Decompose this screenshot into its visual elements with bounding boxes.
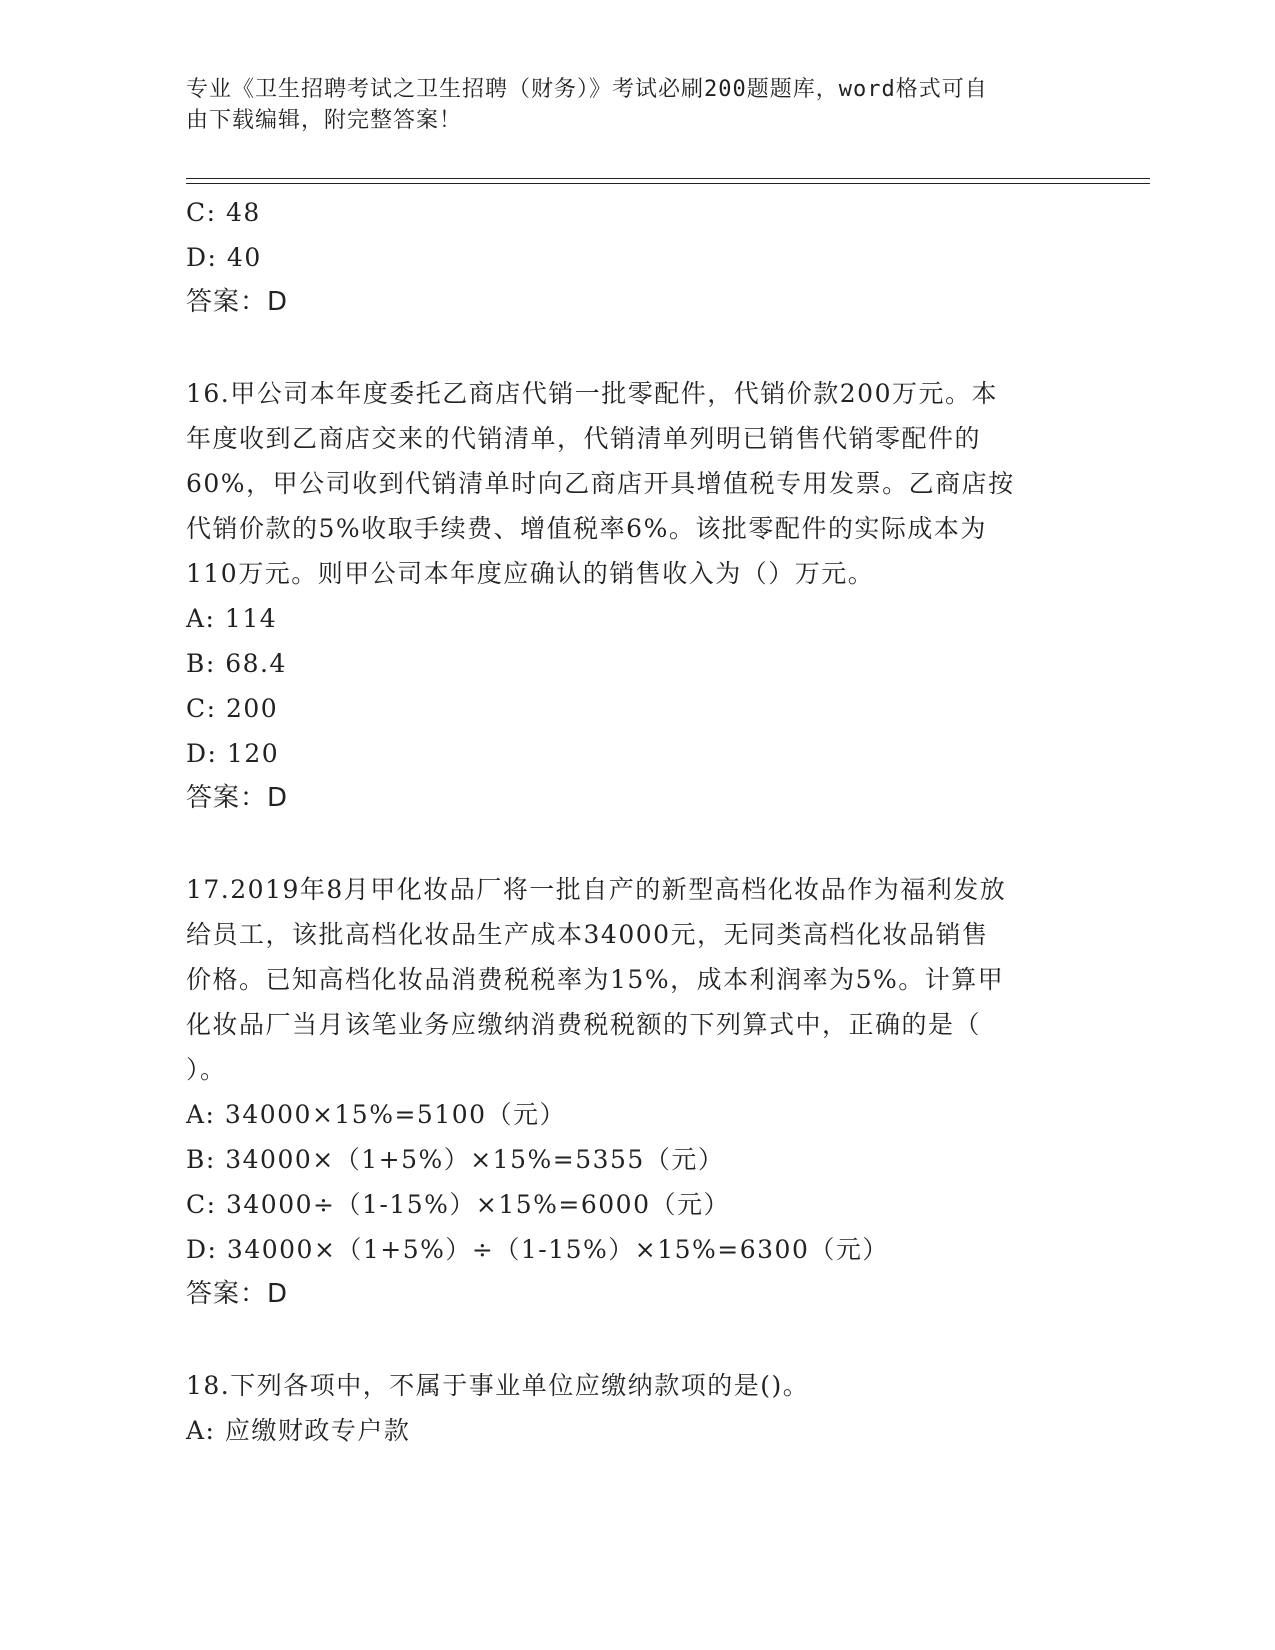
spacer xyxy=(186,821,1086,867)
option-c: C: 34000÷（1-15%）×15%=6000（元） xyxy=(186,1190,730,1219)
stem-line: 年度收到乙商店交来的代销清单，代销清单列明已销售代销零配件的 xyxy=(186,424,982,453)
header-rule-bottom xyxy=(186,183,1150,184)
header-line-2: 由下载编辑，附完整答案！ xyxy=(186,108,463,133)
stem-line: 价格。已知高档化妆品消费税税率为15%，成本利润率为5%。计算甲 xyxy=(186,965,1005,994)
question-16 xyxy=(186,371,1086,821)
question-stem xyxy=(186,371,1086,596)
spacer xyxy=(186,1317,1086,1363)
answer-line: 答案：D xyxy=(186,287,289,317)
question-17 xyxy=(186,867,1086,1317)
option-b: B: 34000×（1+5%）×15%=5355（元） xyxy=(186,1145,725,1174)
prev-question xyxy=(186,190,1086,325)
stem-line: 110万元。则甲公司本年度应确认的销售收入为（）万元。 xyxy=(186,559,875,588)
option-a: A: 34000×15%=5100（元） xyxy=(186,1100,567,1129)
stem-line: 给员工，该批高档化妆品生产成本34000元，无同类高档化妆品销售 xyxy=(186,920,989,949)
option-c: C: 200 xyxy=(186,694,279,723)
option-d: D: 34000×（1+5%）÷（1-15%）×15%=6300（元） xyxy=(186,1235,889,1264)
stem-line: 60%，甲公司收到代销清单时向乙商店开具增值税专用发票。乙商店按 xyxy=(186,469,1015,498)
answer-line: 答案：D xyxy=(186,1279,289,1309)
option-a: A: 114 xyxy=(186,604,278,633)
header-line-1: 专业《卫生招聘考试之卫生招聘（财务）》考试必刷200题题库，word格式可自 xyxy=(186,77,988,102)
stem-line: 17.2019年8月甲化妆品厂将一批自产的新型高档化妆品作为福利发放 xyxy=(186,875,1007,904)
option-d: D: 120 xyxy=(186,739,280,768)
stem-line: ）。 xyxy=(186,1055,227,1084)
question-stem xyxy=(186,867,1086,1092)
document-body xyxy=(186,190,1086,1453)
stem-line: 16.甲公司本年度委托乙商店代销一批零配件，代销价款200万元。本 xyxy=(186,379,998,408)
question-stem xyxy=(186,1363,1086,1408)
stem-line: 18.下列各项中，不属于事业单位应缴纳款项的是()。 xyxy=(186,1371,810,1400)
stem-line: 化妆品厂当月该笔业务应缴纳消费税税额的下列算式中，正确的是（ xyxy=(186,1010,982,1039)
option-a: A: 应缴财政专户款 xyxy=(186,1416,411,1445)
spacer xyxy=(186,325,1086,371)
stem-line: 代销价款的5%收取手续费、增值税率6%。该批零配件的实际成本为 xyxy=(186,514,987,543)
header-rule-top xyxy=(186,178,1150,179)
option-b: B: 68.4 xyxy=(186,649,287,678)
question-18 xyxy=(186,1363,1086,1453)
answer-line: 答案：D xyxy=(186,783,289,813)
document-header xyxy=(186,74,1066,136)
option-d: D: 40 xyxy=(186,243,262,272)
option-c: C: 48 xyxy=(186,198,261,227)
